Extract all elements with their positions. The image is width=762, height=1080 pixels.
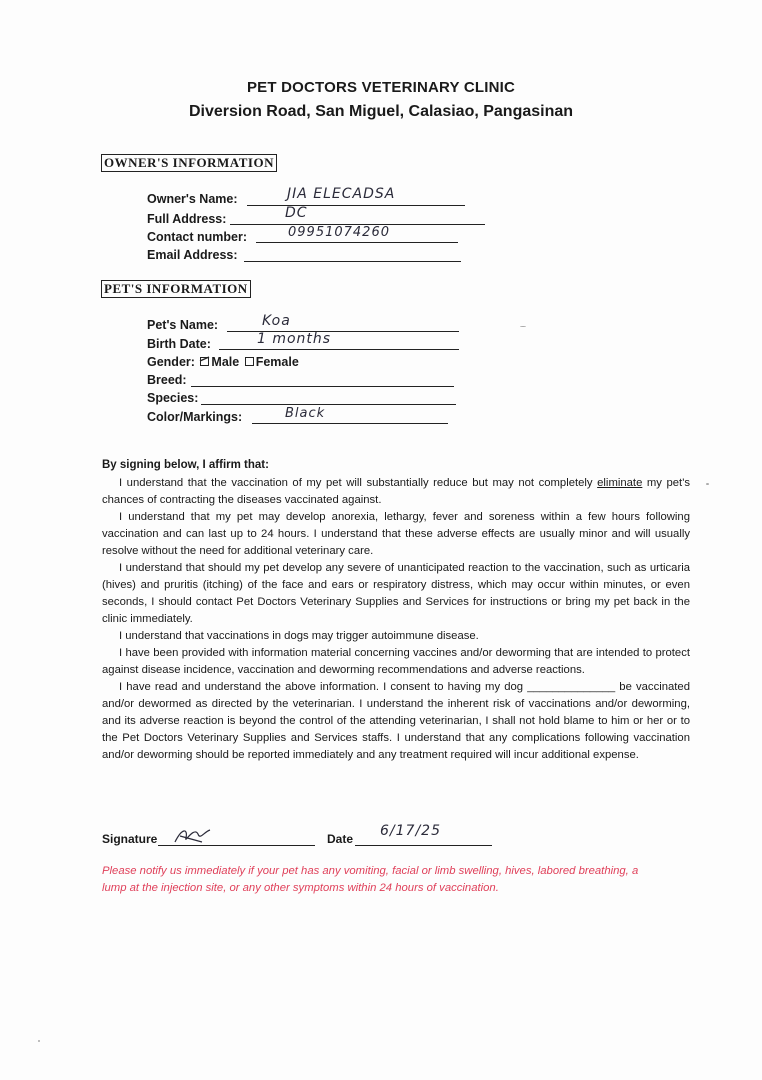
breed-line[interactable] [191, 386, 454, 387]
signature-label: Signature [102, 832, 158, 846]
consent-paragraph-3: I understand that should my pet develop any severe of unanticipated reaction to the vaccination, such as urticaria (hives) and pruritis (itching) of the face and ears or respiratory distress, which may occur within minutes, or even seconds, I should contact Pet Doctors Veterinary Supplies and Services for instructions or bring my pet back in the clinic immediately. [102, 562, 690, 625]
scan-speck [520, 326, 526, 327]
email-label: Email Address: [147, 248, 238, 262]
species-line[interactable] [201, 404, 456, 405]
full-address-value[interactable]: DC [285, 205, 308, 221]
consent-paragraph-6: I have read and understand the above information. I consent to having my dog ______________ be vaccinated and/or dewormed as directed by the veterinarian. I understand the inherent risk of vaccinations and/or deworming, and its adverse reaction is beyond the control of the attending veterinarian, I shall not hold blame to him or her or to the Pet Doctors Veterinary Supplies and Services staffs. I understand that any complications following vaccination and/or deworming should be reported immediately and any treatment required will incur additional expense. [102, 681, 690, 761]
gender-label: Gender: [147, 355, 195, 369]
birth-date-value[interactable]: 1 months [257, 331, 332, 347]
date-line [355, 845, 492, 846]
consent-paragraph-4: I understand that vaccinations in dogs may trigger autoimmune disease. [119, 630, 479, 642]
color-markings-label: Color/Markings: [147, 410, 243, 424]
species-label: Species: [147, 391, 199, 405]
pet-section-title: PET'S INFORMATION [101, 280, 251, 298]
consent-paragraph-2: I understand that my pet may develop anorexia, lethargy, fever and soreness within a few hours following vaccination and can last up to 24 hours. I understand that these adverse effects are usually minor and will usually resolve without the need for additional veterinary care. [102, 511, 690, 557]
female-checkbox[interactable] [245, 357, 254, 366]
contact-number-line [256, 242, 458, 243]
gender-row [147, 355, 299, 369]
clinic-address: Diversion Road, San Miguel, Calasiao, Pangasinan [188, 103, 574, 120]
full-address-label: Full Address: [147, 212, 227, 226]
birth-date-line [219, 349, 459, 350]
color-markings-value[interactable]: Black [285, 406, 326, 421]
color-markings-line [252, 423, 448, 424]
scan-speck [706, 483, 709, 485]
consent-paragraph-1: I understand that the vaccination of my pet will substantially reduce but may not completely eliminate my pet's chances of contracting the diseases vaccinated against. [102, 477, 691, 506]
clinic-name: PET DOCTORS VETERINARY CLINIC [246, 79, 516, 96]
male-label: Male [211, 355, 240, 369]
check-mark-icon [199, 356, 210, 365]
vaccination-notice: Please notify us immediately if your pet has any vomiting, facial or limb swelling, hives, labored breathing, a lump at the injection site, or any other symptoms within 24 hours of vaccination. [102, 865, 639, 894]
owner-name-line [247, 205, 465, 206]
pet-name-label: Pet's Name: [147, 318, 219, 332]
signature-scribble [172, 824, 214, 846]
email-line[interactable] [244, 261, 461, 262]
consent-paragraph-5: I have been provided with information material concerning vaccines and/or deworming that are intended to protect against disease incidence, vaccination and deworming recommendations and adverse reactions. [102, 647, 690, 676]
date-value[interactable]: 6/17/25 [380, 823, 441, 839]
owner-name-label: Owner's Name: [147, 192, 238, 206]
female-label: Female [255, 355, 299, 369]
breed-label: Breed: [147, 373, 187, 387]
male-checkbox[interactable] [200, 357, 209, 366]
pet-name-value[interactable]: Koa [262, 313, 291, 329]
owner-section-title: OWNER'S INFORMATION [101, 154, 277, 172]
scan-speck [38, 1040, 40, 1042]
affirm-heading: By signing below, I affirm that: [102, 459, 269, 471]
birth-date-label: Birth Date: [147, 337, 211, 351]
date-label: Date [327, 832, 354, 846]
contact-number-value[interactable]: 09951074260 [288, 225, 390, 240]
consent-body [102, 475, 690, 764]
contact-number-label: Contact number: [147, 230, 247, 244]
eliminate-underlined: eliminate [597, 477, 643, 489]
owner-name-value[interactable]: JIA ELECADSA [287, 186, 396, 202]
